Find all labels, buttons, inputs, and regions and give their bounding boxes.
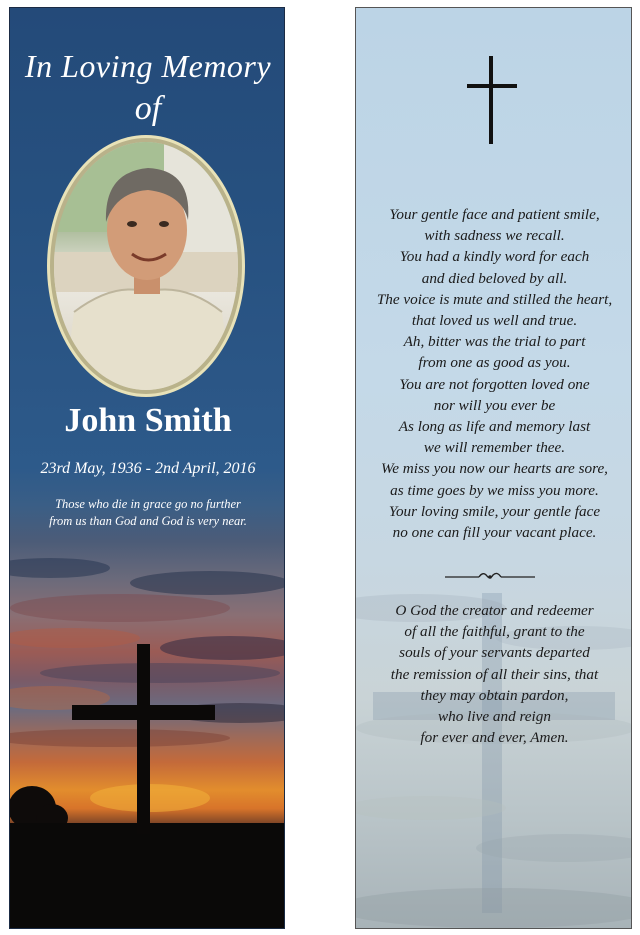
prayer-text bbox=[356, 600, 632, 748]
cross-icon bbox=[137, 644, 150, 834]
poem-line: as time goes by we miss you more. bbox=[390, 481, 599, 499]
prayer-line: they may obtain pardon, bbox=[420, 686, 569, 704]
poem-line: We miss you now our hearts are sore, bbox=[381, 460, 608, 478]
cross-icon-crossbar bbox=[72, 705, 215, 720]
poem-line: Ah, bitter was the trial to part bbox=[403, 333, 586, 351]
prayer-line: for ever and ever, Amen. bbox=[420, 729, 569, 747]
prayer-line: who live and reign bbox=[438, 708, 551, 726]
prayer-line: the remission of all their sins, that bbox=[390, 665, 599, 683]
prayer-line: of all the faithful, grant to the bbox=[404, 623, 585, 641]
poem-line: and died beloved by all. bbox=[421, 269, 568, 287]
poem-line: Your loving smile, your gentle face bbox=[388, 502, 601, 520]
poem-line: As long as life and memory last bbox=[398, 418, 591, 436]
prayer-line: O God the creator and redeemer bbox=[395, 602, 594, 619]
poem-line: The voice is mute and stilled the heart, bbox=[376, 290, 613, 308]
title-line-2: of bbox=[134, 90, 162, 127]
front-verse bbox=[10, 496, 285, 530]
poem-line: from one as good as you. bbox=[418, 354, 571, 372]
poem-line: that loved us well and true. bbox=[411, 312, 578, 330]
deceased-name: John Smith bbox=[64, 402, 232, 439]
portrait-photo bbox=[54, 142, 238, 390]
prayer-line: souls of your servants departed bbox=[399, 644, 590, 662]
bookmark-back bbox=[355, 7, 632, 929]
title-line-1: In Loving Memory bbox=[24, 48, 272, 84]
ground-silhouette bbox=[10, 823, 285, 929]
person-image bbox=[54, 142, 238, 390]
front-verse-line: from us than God and God is very near. bbox=[49, 514, 247, 528]
life-dates: 23rd May, 1936 - 2nd April, 2016 bbox=[40, 460, 256, 477]
portrait-frame bbox=[47, 135, 245, 397]
poem-line: Your gentle face and patient smile, bbox=[389, 206, 600, 223]
memorial-poem bbox=[356, 204, 632, 543]
ornament-divider-icon bbox=[445, 568, 535, 584]
poem-line: with sadness we recall. bbox=[424, 227, 565, 245]
cross-icon bbox=[489, 56, 493, 144]
bookmark-front bbox=[9, 7, 285, 929]
poem-line: nor will you ever be bbox=[433, 396, 556, 414]
poem-line: we will remember thee. bbox=[423, 439, 566, 457]
front-verse-line: Those who die in grace go no further bbox=[55, 497, 241, 511]
poem-line: You are not forgotten loved one bbox=[399, 375, 590, 393]
poem-line: You had a kindly word for each bbox=[399, 248, 590, 266]
poem-line: no one can fill your vacant place. bbox=[392, 524, 597, 542]
cross-icon-crossbar bbox=[467, 84, 517, 88]
